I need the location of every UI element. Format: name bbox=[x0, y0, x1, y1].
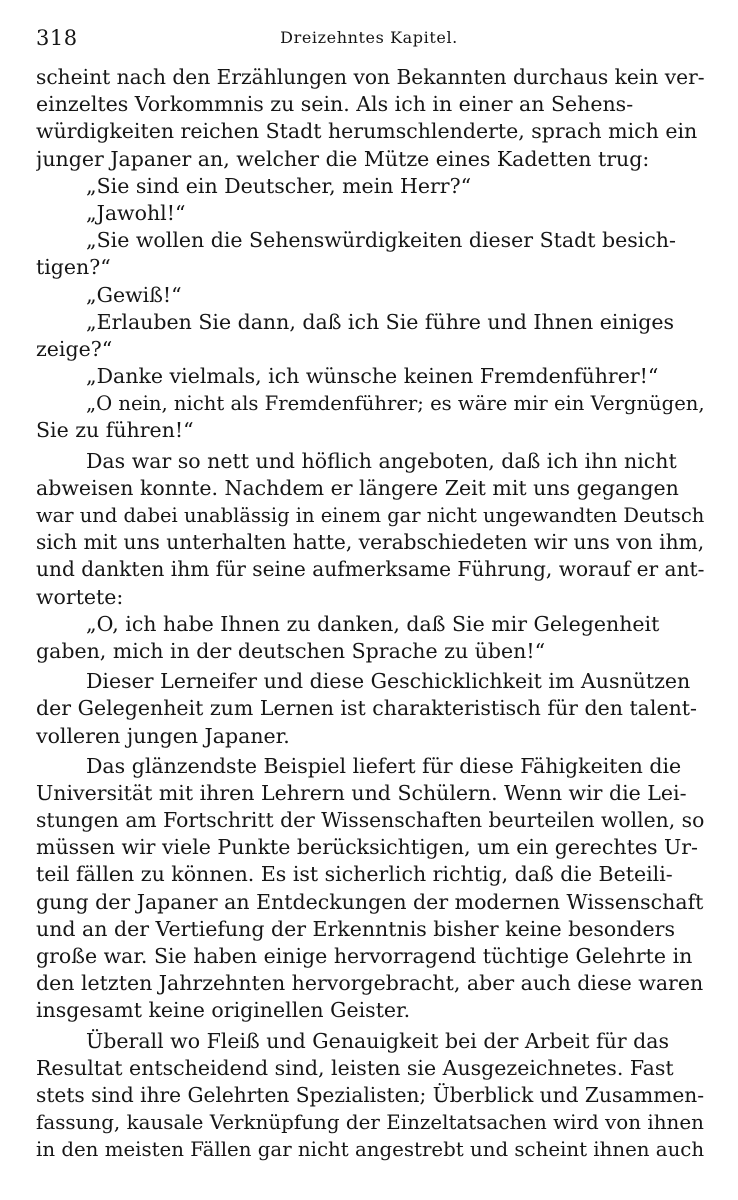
text-line: würdigkeiten reichen Stadt herumschlenderte, sprach mich ein bbox=[36, 119, 698, 144]
text-line: stets sind ihre Gelehrten Spezialisten; Überblick und Zusammen- bbox=[36, 1082, 704, 1107]
text-line: abweisen konnte. Nachdem er längere Zeit mit uns gegangen bbox=[36, 475, 679, 500]
text-line: den letzten Jahrzehnten hervorgebracht, aber auch diese waren bbox=[36, 971, 704, 996]
text-line: gung der Japaner an Entdeckungen der modernen Wissenschaft bbox=[36, 889, 704, 914]
text-line: sich mit uns unterhalten hatte, verabschiedeten wir uns von ihm, bbox=[36, 530, 705, 555]
text-line: gaben, mich in der deutschen Sprache zu üben!“ bbox=[36, 638, 546, 663]
text-line: „Erlauben Sie dann, daß ich Sie führe und Ihnen einiges bbox=[86, 309, 674, 334]
text-line: Dieser Lerneifer und diese Geschicklichkeit im Ausnützen bbox=[86, 669, 691, 694]
text-line: und an der Vertiefung der Erkenntnis bisher keine besonders bbox=[36, 916, 676, 941]
text-line: scheint nach den Erzählungen von Bekannten durchaus kein ver- bbox=[36, 65, 705, 89]
text-line: und dankten ihm für seine aufmerksame Führung, worauf er ant- bbox=[36, 557, 705, 582]
text-line: müssen wir viele Punkte berücksichtigen, um ein gerechtes Ur- bbox=[36, 835, 698, 860]
text-line: „Danke vielmals, ich wünsche keinen Fremdenführer!“ bbox=[86, 364, 659, 389]
text-line: „Sie wollen die Sehenswürdigkeiten dieser Stadt besich- bbox=[86, 228, 676, 253]
text-line: einzeltes Vorkommnis zu sein. Als ich in einer an Sehens- bbox=[36, 92, 634, 117]
text-line: „O nein, nicht als Fremdenführer; es wäre mir ein Vergnügen, bbox=[86, 392, 705, 416]
text-line: „O, ich habe Ihnen zu danken, daß Sie mir Gelegenheit bbox=[86, 611, 660, 636]
text-line: insgesamt keine originellen Geister. bbox=[36, 998, 411, 1023]
text-line: „Sie sind ein Deutscher, mein Herr?“ bbox=[86, 173, 472, 198]
text-line: Das war so nett und höflich angeboten, daß ich ihn nicht bbox=[86, 448, 677, 473]
text-line: Universität mit ihren Lehrern und Schülern. Wenn wir die Lei- bbox=[36, 780, 687, 805]
page-header bbox=[0, 26, 738, 56]
text-line: „Jawohl!“ bbox=[86, 200, 186, 225]
text-line: Sie zu führen!“ bbox=[36, 418, 194, 443]
text-line: volleren jungen Japaner. bbox=[36, 723, 290, 748]
text-line: stungen am Fortschritt der Wissenschaften beurteilen wollen, so bbox=[36, 808, 705, 833]
body-text bbox=[36, 64, 708, 1164]
running-title: Dreizehntes Kapitel. bbox=[280, 28, 458, 47]
text-line: in den meisten Fällen gar nicht angestrebt und scheint ihnen auch bbox=[36, 1138, 705, 1162]
text-line: zeige?“ bbox=[36, 336, 113, 361]
text-line: große war. Sie haben einige hervorragend tüchtige Gelehrte in bbox=[36, 944, 693, 968]
text-line: der Gelegenheit zum Lernen ist charakteristisch für den talent- bbox=[36, 696, 697, 721]
text-line: junger Japaner an, welcher die Mütze eines Kadetten trug: bbox=[36, 146, 650, 171]
text-line: Das glänzendste Beispiel liefert für diese Fähigkeiten die bbox=[86, 753, 682, 778]
text-line: war und dabei unablässig in einem gar nicht ungewandten Deutsch bbox=[36, 504, 705, 527]
text-line: tigen?“ bbox=[36, 255, 111, 280]
text-line: fassung, kausale Verknüpfung der Einzeltatsachen wird von ihnen bbox=[36, 1111, 704, 1135]
text-line: „Gewiß!“ bbox=[86, 282, 182, 307]
text-line: wortete: bbox=[36, 584, 124, 609]
text-line: Resultat entscheidend sind, leisten sie Ausgezeichnetes. Fast bbox=[36, 1055, 674, 1080]
text-line: Überall wo Fleiß und Genauigkeit bei der Arbeit für das bbox=[86, 1028, 670, 1053]
page-number: 318 bbox=[36, 26, 78, 50]
text-line: teil fällen zu können. Es ist sicherlich richtig, daß die Beteili- bbox=[36, 862, 673, 887]
